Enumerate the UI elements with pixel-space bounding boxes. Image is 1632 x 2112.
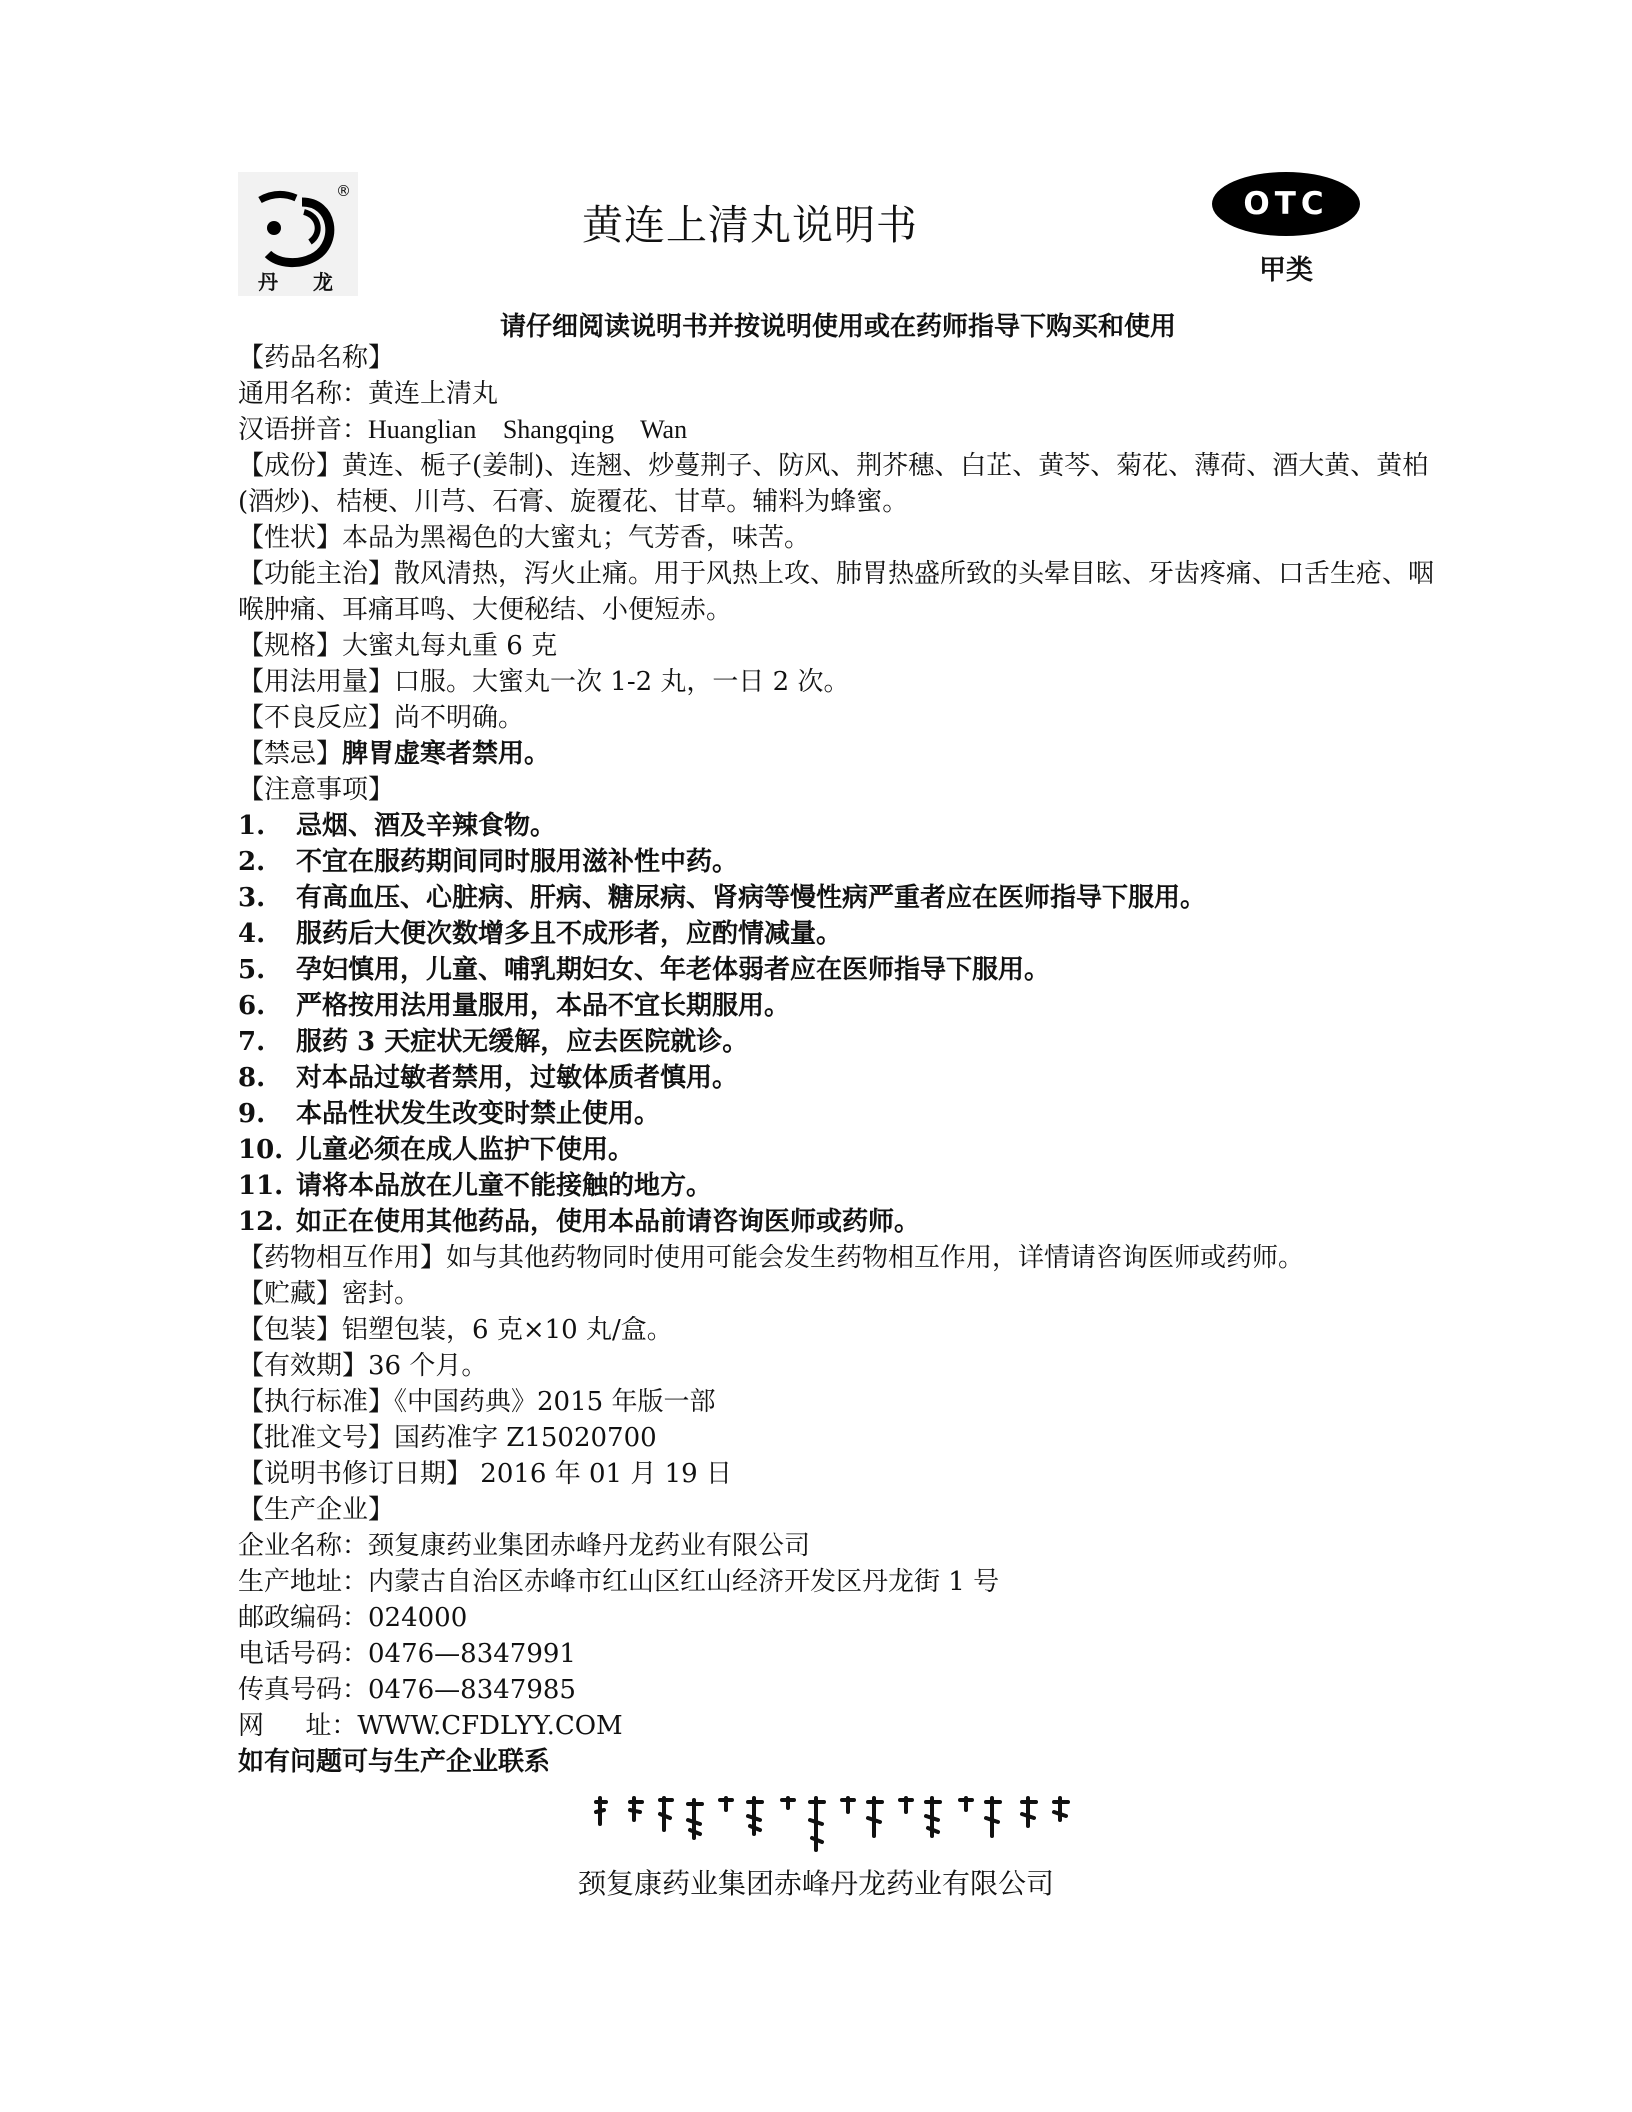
otc-class-label: 甲类	[1259, 255, 1313, 286]
validity-text: 36 个月。	[368, 1351, 488, 1381]
item-number: 9.	[238, 1099, 266, 1129]
pinyin-value: Huanglian Shangqing Wan	[368, 415, 688, 444]
revision-label: 【说明书修订日期】	[238, 1459, 473, 1489]
indications-text: 散风清热，泻火止痛。用于风热上攻、肺胃热盛所致的头晕目眩、牙齿疼痛、口舌生疮、咽喉肿痛、耳痛耳鸣、大便秘结、小便短赤。	[238, 559, 1435, 625]
otc-badge: OTC	[1212, 172, 1360, 236]
item-number: 11.	[238, 1171, 284, 1201]
ingredients-text: 黄连、栀子(姜制)、连翘、炒蔓荆子、防风、荆芥穗、白芷、黄芩、菊花、薄荷、酒大黄、黄柏(酒炒)、桔梗、川芎、石膏、旋覆花、甘草。辅料为蜂蜜。	[238, 451, 1429, 517]
item-text: 服药 3 天症状无缓解，应去医院就诊。	[296, 1027, 749, 1057]
leaflet-body	[238, 340, 1438, 1780]
item-text: 本品性状发生改变时禁止使用。	[296, 1099, 661, 1129]
logo-text: 丹 龙	[258, 270, 347, 294]
list-item	[238, 808, 1438, 844]
drug-interactions	[238, 1240, 1438, 1276]
manufacturer-fax: 传真号码：0476—8347985	[238, 1675, 576, 1705]
item-number: 6.	[238, 991, 266, 1021]
storage-text: 密封。	[342, 1279, 421, 1309]
package	[238, 1312, 1438, 1348]
item-number: 2.	[238, 847, 266, 877]
description	[238, 520, 1438, 556]
list-item	[238, 880, 1438, 916]
approval-label: 【批准文号】	[238, 1423, 395, 1453]
item-text: 服药后大便次数增多且不成形者，应酌情减量。	[296, 919, 843, 949]
ingredients	[238, 448, 1438, 520]
item-number: 12.	[238, 1207, 284, 1237]
interactions-text: 如与其他药物同时使用可能会发生药物相互作用，详情请咨询医师或药师。	[446, 1243, 1305, 1273]
dosage-text: 口服。大蜜丸一次 1-2 丸，一日 2 次。	[394, 667, 850, 697]
manufacturer-phone: 电话号码：0476—8347991	[238, 1639, 576, 1669]
adverse-text: 尚不明确。	[394, 703, 525, 733]
interactions-label: 【药物相互作用】	[238, 1243, 447, 1273]
indications	[238, 556, 1438, 628]
storage	[238, 1276, 1438, 1312]
item-number: 4.	[238, 919, 266, 949]
item-text: 不宜在服药期间同时服用滋补性中药。	[296, 847, 739, 877]
list-item	[238, 1096, 1438, 1132]
dosage	[238, 664, 1438, 700]
mongolian-company-name	[590, 1790, 1100, 1860]
list-item	[238, 988, 1438, 1024]
precautions-label: 【注意事项】	[238, 775, 395, 805]
item-number: 7.	[238, 1027, 266, 1057]
list-item	[238, 1024, 1438, 1060]
manufacturer-postcode: 邮政编码：024000	[238, 1603, 468, 1633]
footer-company-name: 颈复康药业集团赤峰丹龙药业有限公司	[577, 1867, 1054, 1900]
item-number: 3.	[238, 883, 266, 913]
item-text: 对本品过敏者禁用，过敏体质者慎用。	[296, 1063, 739, 1093]
package-label: 【包装】	[238, 1315, 343, 1345]
reading-notice: 请仔细阅读说明书并按说明使用或在药师指导下购买和使用	[499, 312, 1176, 342]
item-number: 10.	[238, 1135, 284, 1165]
item-text: 忌烟、酒及辛辣食物。	[296, 811, 557, 841]
item-text: 严格按用法用量服用，本品不宜长期服用。	[296, 991, 791, 1021]
validity	[238, 1348, 1438, 1384]
precautions-list	[238, 808, 1438, 1240]
description-text: 本品为黑褐色的大蜜丸；气芳香，味苦。	[342, 523, 811, 553]
pinyin-name	[238, 412, 1438, 448]
contraindications	[238, 736, 1438, 772]
item-text: 如正在使用其他药品，使用本品前请咨询医师或药师。	[296, 1207, 921, 1237]
manufacturer-website: 网 址：WWW.CFDLYY.COM	[238, 1711, 623, 1741]
specification-text: 大蜜丸每丸重 6 克	[342, 631, 558, 661]
validity-label: 【有效期】	[238, 1351, 369, 1381]
list-item	[238, 1168, 1438, 1204]
registered-mark: ®	[336, 182, 351, 200]
section-drug-name: 【药品名称】	[238, 343, 395, 373]
storage-label: 【贮藏】	[238, 1279, 343, 1309]
contact-note: 如有问题可与生产企业联系	[238, 1747, 551, 1777]
list-item	[238, 1204, 1438, 1240]
list-item	[238, 916, 1438, 952]
generic-name: 通用名称：黄连上清丸	[238, 379, 499, 409]
manufacturer-company: 企业名称：颈复康药业集团赤峰丹龙药业有限公司	[238, 1531, 811, 1561]
item-text: 儿童必须在成人监护下使用。	[296, 1135, 635, 1165]
approval-text: 国药准字 Z15020700	[394, 1423, 657, 1453]
specification-label: 【规格】	[238, 631, 343, 661]
standard-label: 【执行标准】	[238, 1387, 395, 1417]
standard	[238, 1384, 1438, 1420]
ingredients-label: 【成份】	[238, 451, 343, 481]
list-item	[238, 952, 1438, 988]
standard-text: 《中国药典》2015 年版一部	[394, 1387, 716, 1417]
revision-text: 2016 年 01 月 19 日	[472, 1459, 732, 1489]
manufacturer-label: 【生产企业】	[238, 1495, 395, 1525]
indications-label: 【功能主治】	[238, 559, 395, 589]
dosage-label: 【用法用量】	[238, 667, 395, 697]
description-label: 【性状】	[238, 523, 343, 553]
document-title: 黄连上清丸说明书	[582, 201, 918, 249]
contraindications-label: 【禁忌】	[238, 739, 343, 769]
adverse-reactions	[238, 700, 1438, 736]
approval-number	[238, 1420, 1438, 1456]
revision-date	[238, 1456, 1438, 1492]
item-number: 5.	[238, 955, 266, 985]
item-number: 1.	[238, 811, 266, 841]
item-text: 请将本品放在儿童不能接触的地方。	[296, 1171, 713, 1201]
contraindications-text: 脾胃虚寒者禁用。	[342, 739, 551, 769]
pinyin-label: 汉语拼音：	[238, 415, 369, 445]
specification	[238, 628, 1438, 664]
item-text: 孕妇慎用，儿童、哺乳期妇女、年老体弱者应在医师指导下服用。	[296, 955, 1051, 985]
list-item	[238, 1132, 1438, 1168]
package-text: 铝塑包装，6 克×10 丸/盒。	[342, 1315, 673, 1345]
manufacturer-address: 生产地址：内蒙古自治区赤峰市红山区红山经济开发区丹龙街 1 号	[238, 1567, 1000, 1597]
list-item	[238, 1060, 1438, 1096]
adverse-label: 【不良反应】	[238, 703, 395, 733]
item-number: 8.	[238, 1063, 266, 1093]
item-text: 有高血压、心脏病、肝病、糖尿病、肾病等慢性病严重者应在医师指导下服用。	[296, 883, 1207, 913]
list-item	[238, 844, 1438, 880]
